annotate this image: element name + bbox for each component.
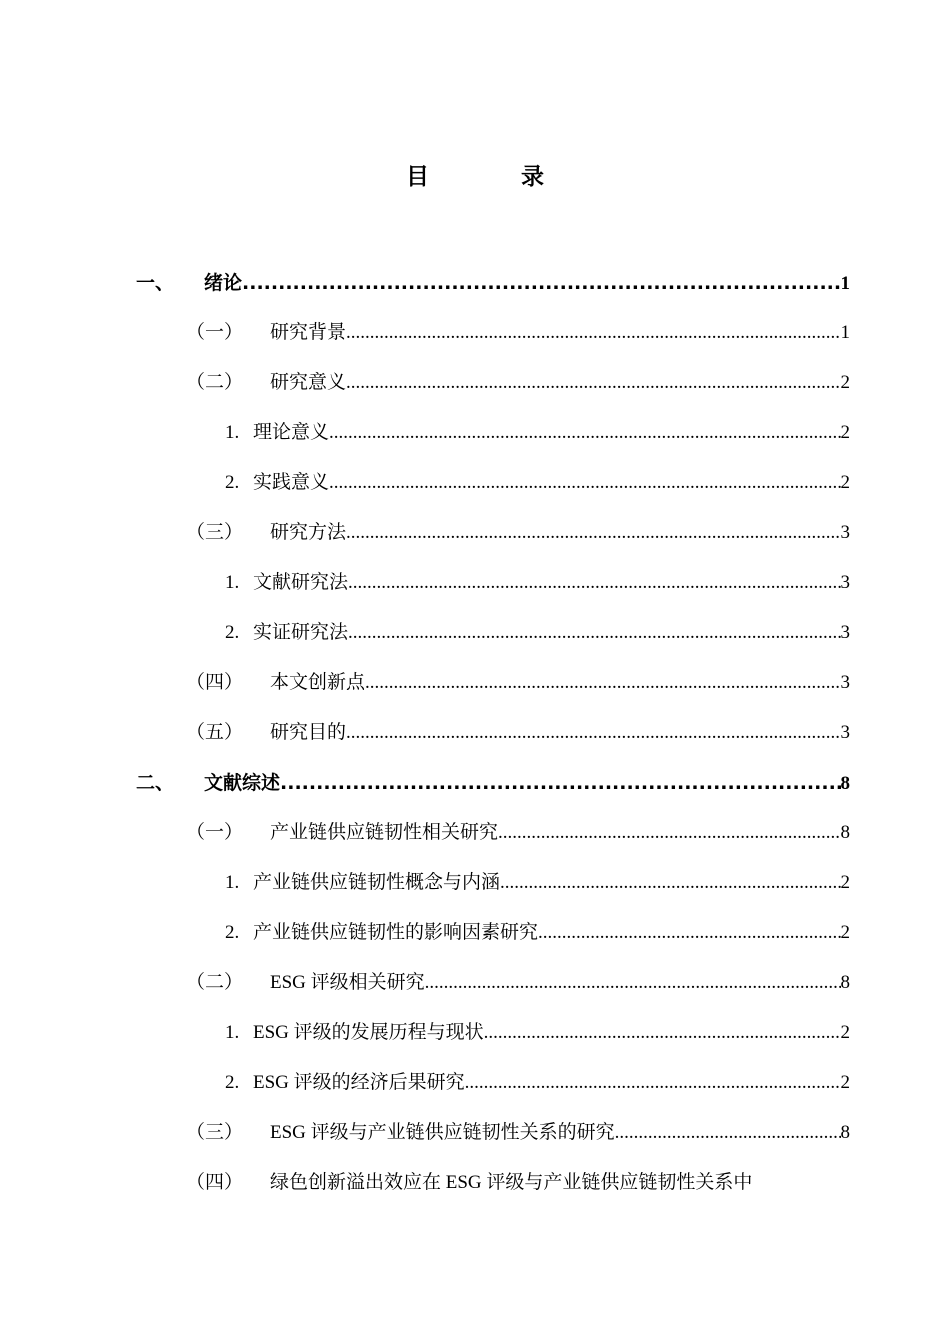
toc-entry-label: 绿色创新溢出效应在 ESG 评级与产业链供应链韧性关系中 (270, 1172, 753, 1193)
toc-entry-number: （一） (186, 322, 244, 343)
toc-entry-page-number: 2 (840, 1072, 850, 1093)
toc-entry-page-number: 2 (840, 422, 850, 443)
toc-entry-number: 2. (225, 1072, 240, 1093)
toc-entry-label: 产业链供应链韧性的影响因素研究 (253, 922, 539, 943)
toc-entry-page-number: 3 (840, 622, 850, 643)
toc-dot-leader (538, 908, 840, 958)
toc-entry-label: ESG 评级的发展历程与现状 (253, 1022, 484, 1043)
toc-entry[interactable] (225, 908, 850, 958)
toc-dot-leader (346, 508, 840, 558)
toc-entry-number: 2. (225, 922, 240, 943)
toc-entry-number: 1. (225, 422, 240, 443)
toc-entry-label: 文献研究法 (253, 572, 349, 593)
toc-entry[interactable] (186, 1158, 850, 1208)
toc-entry-number: 1. (225, 872, 240, 893)
toc-dot-leader (329, 458, 840, 508)
toc-entry-label: 研究目的 (270, 722, 347, 743)
toc-entry-number: （二） (186, 372, 244, 393)
toc-dot-leader (498, 808, 840, 858)
toc-entry-page-number: 2 (840, 1022, 850, 1043)
toc-entry-page-number: 1 (840, 273, 850, 294)
toc-entry-label: 研究背景 (270, 322, 347, 343)
toc-entry[interactable] (186, 308, 850, 358)
toc-entry[interactable] (186, 358, 850, 408)
toc-dot-leader (280, 758, 840, 808)
toc-entry-number: （三） (186, 1122, 244, 1143)
toc-entry-number: （三） (186, 522, 244, 543)
toc-entry-label: 研究意义 (270, 372, 347, 393)
toc-entry-number: （四） (186, 672, 244, 693)
toc-entry-number: 2. (225, 472, 240, 493)
toc-entry-label: ESG 评级的经济后果研究 (253, 1072, 465, 1093)
toc-entry-page-number: 3 (840, 672, 850, 693)
toc-entry[interactable] (225, 408, 850, 458)
toc-entry-page-number: 8 (840, 972, 850, 993)
toc-entry-label: ESG 评级与产业链供应链韧性关系的研究 (270, 1122, 615, 1143)
toc-entry-page-number: 3 (840, 722, 850, 743)
toc-entry-number: （四） (186, 1172, 244, 1193)
toc-entry-page-number: 3 (840, 522, 850, 543)
toc-dot-leader (500, 858, 840, 908)
toc-entry-label: 实践意义 (253, 472, 330, 493)
toc-entry-page-number: 1 (840, 322, 850, 343)
toc-dot-leader (465, 1058, 841, 1108)
toc-dot-leader (346, 308, 840, 358)
toc-entry[interactable] (186, 1108, 850, 1158)
toc-entry-number: 一、 (136, 272, 175, 294)
toc-title-char-2: 录 (521, 164, 544, 190)
toc-entry-label: 文献综述 (204, 772, 281, 794)
toc-entry[interactable] (186, 508, 850, 558)
toc-entry[interactable] (136, 258, 850, 308)
toc-entry-number: 1. (225, 1022, 240, 1043)
toc-entry[interactable] (186, 808, 850, 858)
toc-entry[interactable] (225, 858, 850, 908)
toc-entry-label: 产业链供应链韧性概念与内涵 (253, 872, 501, 893)
toc-entry[interactable] (225, 558, 850, 608)
toc-entry[interactable] (225, 1008, 850, 1058)
toc-entry-number: 1. (225, 572, 240, 593)
toc-dot-leader (484, 1008, 841, 1058)
toc-dot-leader (346, 708, 840, 758)
toc-entry-number: （二） (186, 972, 244, 993)
toc-entry-page-number: 3 (840, 572, 850, 593)
toc-dot-leader (242, 258, 840, 308)
toc-entry-number: 2. (225, 622, 240, 643)
toc-entry-label: ESG 评级相关研究 (270, 972, 425, 993)
toc-dot-leader (346, 358, 840, 408)
toc-entry-page-number: 8 (840, 822, 850, 843)
toc-entry[interactable] (225, 458, 850, 508)
toc-title (0, 158, 950, 191)
toc-entry-label: 理论意义 (253, 422, 330, 443)
toc-entry[interactable] (225, 608, 850, 658)
toc-entry-number: （五） (186, 722, 244, 743)
toc-entry-page-number: 2 (840, 922, 850, 943)
toc-entry-label: 研究方法 (270, 522, 347, 543)
toc-entry-page-number: 2 (840, 472, 850, 493)
toc-entry[interactable] (186, 958, 850, 1008)
toc-dot-leader (348, 558, 840, 608)
toc-entry-page-number: 2 (840, 372, 850, 393)
toc-entry-page-number: 8 (840, 1122, 850, 1143)
toc-entry-label: 本文创新点 (270, 672, 366, 693)
toc-entry-number: （一） (186, 822, 244, 843)
toc-title-char-1: 目 (406, 164, 429, 190)
toc-dot-leader (615, 1108, 841, 1158)
toc-entry-number: 二、 (136, 772, 175, 794)
toc-entry-page-number: 8 (840, 773, 850, 794)
toc-entry-label: 绪论 (204, 272, 243, 294)
toc-entry[interactable] (225, 1058, 850, 1108)
toc-dot-leader (365, 658, 840, 708)
toc-entry[interactable] (186, 708, 850, 758)
toc-entry-page-number: 2 (840, 872, 850, 893)
toc-dot-leader (425, 958, 841, 1008)
toc-entry[interactable] (136, 758, 850, 808)
toc-entry[interactable] (186, 658, 850, 708)
toc-dot-leader (348, 608, 840, 658)
toc-dot-leader (329, 408, 840, 458)
toc-entry-label: 产业链供应链韧性相关研究 (270, 822, 499, 843)
toc-entry-label: 实证研究法 (253, 622, 349, 643)
